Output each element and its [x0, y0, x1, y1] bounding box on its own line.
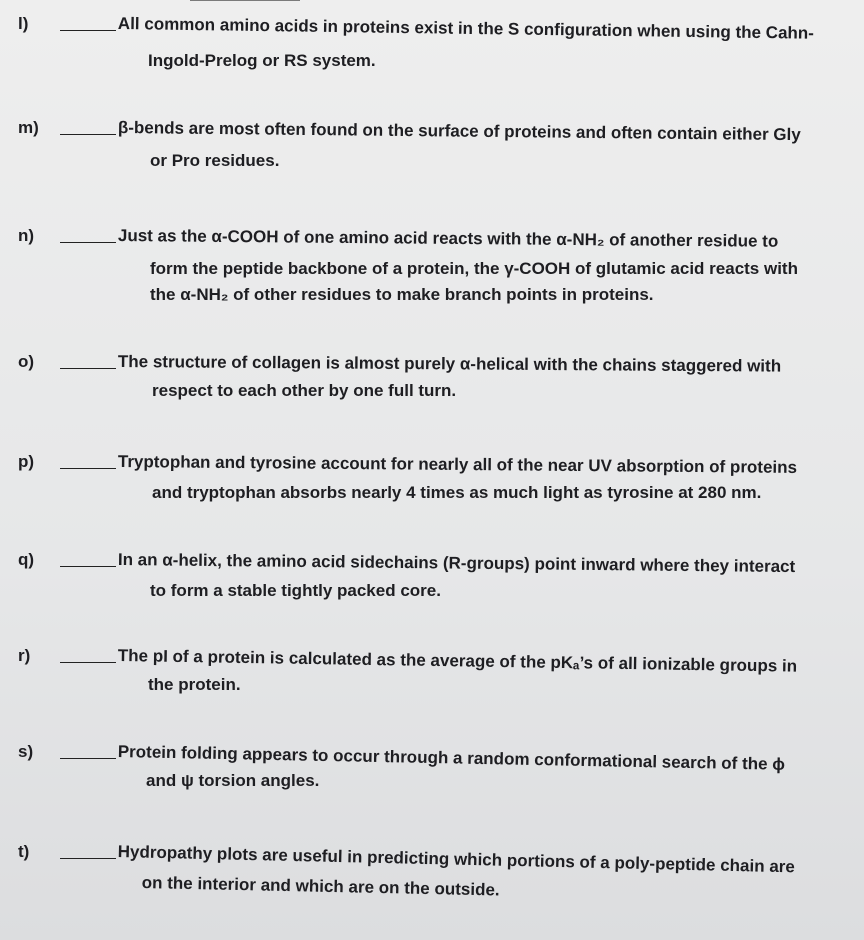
question-text-line1: Protein folding appears to occur through a random conformational search of the ϕ — [117, 742, 786, 774]
question-text-continuation — [148, 672, 241, 698]
question-label: q) — [18, 550, 35, 569]
answer-blank[interactable] — [60, 368, 116, 369]
question-text-line: the α-NH₂ of other residues to make branch points in proteins. — [150, 285, 654, 304]
question-text-line: on the interior and which are on the outside. — [141, 872, 500, 900]
question-text-line1: In an α-helix, the amino acid sidechains (R-groups) point inward where they interact — [117, 550, 796, 577]
question-text-line1: The structure of collagen is almost purely α-helical with the chains staggered with — [117, 352, 782, 376]
question-label: s) — [18, 742, 34, 761]
question-label: n) — [18, 226, 35, 245]
question-text-line: to form a stable tightly packed core. — [150, 581, 441, 600]
question-text-line1: Tryptophan and tyrosine account for nearly all of the near UV absorption of proteins — [117, 452, 798, 477]
question-label: m) — [18, 118, 39, 137]
question-text-continuation — [146, 768, 319, 794]
question-label: l) — [18, 14, 29, 33]
question-text-continuation — [150, 256, 798, 308]
answer-blank[interactable] — [60, 468, 116, 469]
answer-blank[interactable] — [60, 134, 116, 135]
question-text-line1: β-bends are most often found on the surface of proteins and often contain either Gly — [117, 118, 801, 145]
question-text-line: and tryptophan absorbs nearly 4 times as much light as tyrosine at 280 nm. — [152, 483, 762, 502]
question-text-line1: Just as the α-COOH of one amino acid reacts with the α-NH₂ of another residue to — [117, 226, 779, 251]
question-text-continuation — [141, 870, 499, 903]
question-text-line1: The pI of a protein is calculated as the average of the pKₐ’s of all ionizable groups in — [117, 646, 798, 676]
answer-blank[interactable] — [60, 758, 116, 759]
question-text-line: Ingold-Prelog or RS system. — [148, 51, 376, 70]
question-text-line1: Hydropathy plots are useful in predicting which portions of a poly-peptide chain are — [117, 842, 796, 877]
answer-blank[interactable] — [60, 858, 116, 859]
question-text-continuation — [148, 48, 376, 74]
question-text-continuation — [150, 148, 279, 174]
top-divider — [190, 0, 300, 1]
question-label: r) — [18, 646, 31, 665]
question-label: p) — [18, 452, 35, 471]
question-label: o) — [18, 352, 35, 371]
answer-blank[interactable] — [60, 30, 116, 31]
question-text-line: the protein. — [148, 675, 241, 694]
question-text-line1: All common amino acids in proteins exist in the S configuration when using the Cahn- — [117, 14, 815, 43]
answer-blank[interactable] — [60, 662, 116, 663]
question-label: t) — [18, 842, 30, 861]
question-text-line: and ψ torsion angles. — [146, 771, 320, 790]
answer-blank[interactable] — [60, 242, 116, 243]
question-text-continuation — [152, 480, 761, 506]
question-text-line: respect to each other by one full turn. — [152, 381, 457, 400]
question-text-continuation — [150, 578, 441, 604]
question-text-line: or Pro residues. — [150, 151, 280, 170]
question-text-continuation — [152, 378, 456, 404]
question-text-line: form the peptide backbone of a protein, the γ-COOH of glutamic acid reacts with — [150, 259, 798, 278]
answer-blank[interactable] — [60, 566, 116, 567]
